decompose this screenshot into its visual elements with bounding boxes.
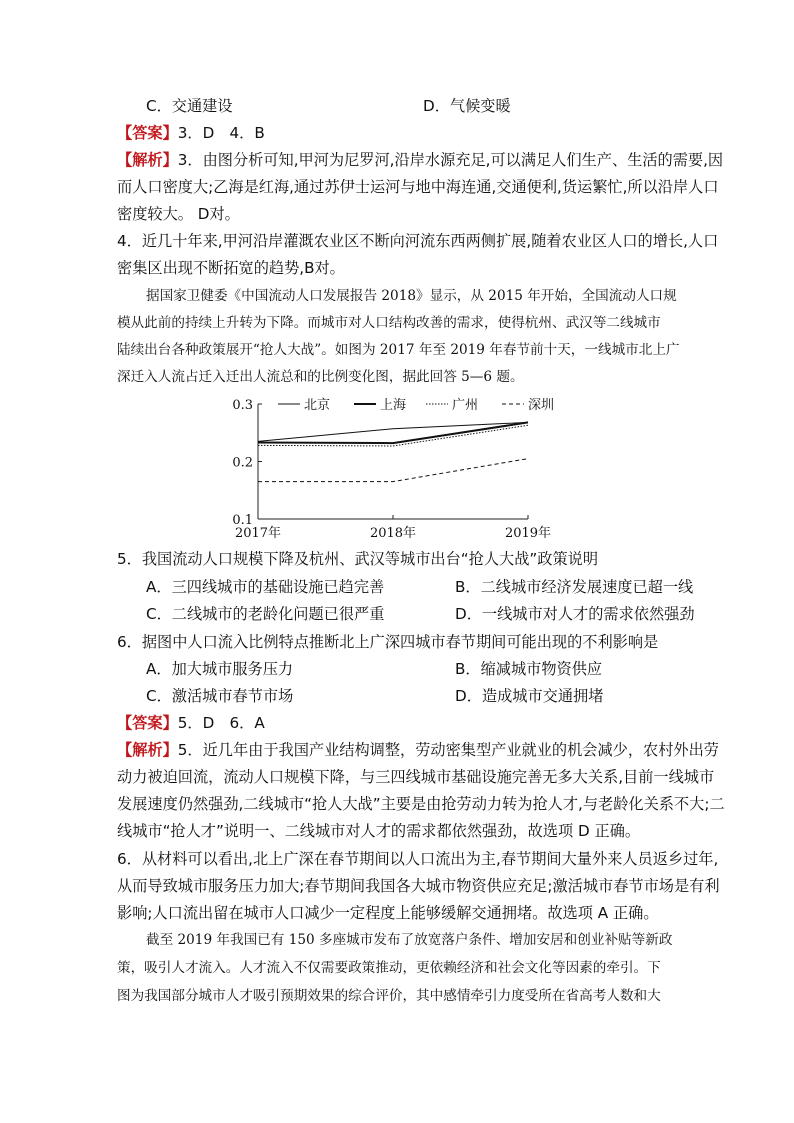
analysis-line: 4．近几十年来,甲河沿岸灌溉农业区不断向河流东西两侧扩展,随着农业区人口的增长,人口 — [117, 232, 719, 250]
q6-option-c: C．激活城市春节市场 — [146, 687, 294, 705]
answer-line-1 — [117, 123, 265, 143]
y-tick-label: 0.1 — [232, 513, 253, 528]
q6-option-d: D．造成城市交通拥堵 — [455, 687, 604, 705]
series-line-北京 — [258, 422, 528, 441]
series-line-上海 — [258, 422, 528, 443]
analysis-line: 密度较大。 D对。 — [117, 205, 240, 223]
x-tick-label: 2017年 — [234, 526, 282, 541]
series-line-深圳 — [258, 459, 528, 482]
legend-label-北京: 北京 — [304, 398, 331, 413]
analysis-tag: 【解析】 — [117, 151, 178, 169]
passage-line: 截至 2019 年我国已有 150 多座城市发布了放宽落户条件、增加安居和创业补贴等新政 — [146, 932, 673, 948]
analysis-line: 影响;人口流出留在城市人口减少一定程度上能够缓解交通拥堵。故选项 A 正确。 — [117, 904, 659, 922]
analysis-text: 5．近几年由于我国产业结构调整，劳动密集型产业就业的机会减少，农村外出劳 — [177, 741, 719, 759]
analysis-line — [117, 150, 723, 170]
legend-label-上海: 上海 — [380, 398, 407, 413]
passage-line: 策，吸引人才流入。人才流入不仅需要政策推动，更依赖经济和社会文化等因素的牵引。下 — [117, 960, 661, 976]
q5-option-d: D．一线城市对人才的需求依然强劲 — [455, 605, 695, 623]
y-tick-label: 0.2 — [232, 455, 253, 471]
q6-option-b: B．缩减城市物资供应 — [455, 660, 603, 678]
passage-line: 据国家卫健委《中国流动人口发展报告 2018》显示，从 2015 年开始，全国流动人口规 — [146, 288, 677, 304]
y-tick-label: 0.3 — [232, 398, 253, 413]
x-tick-label: 2018年 — [369, 526, 417, 541]
analysis-line: 6．从材料可以看出,北上广深在春节期间以人口流出为主,春节期间大量外来人员返乡过年, — [117, 850, 719, 868]
option-c: C．交通建设 — [146, 97, 233, 115]
option-d: D．气候变暖 — [423, 97, 511, 115]
q5-option-c: C．二线城市的老龄化问题已很严重 — [146, 605, 385, 623]
analysis-line: 发展速度仍然强劲,二线城市“抢人大战”主要是由抢劳动力转为抢人才,与老龄化关系不大;二 — [117, 795, 725, 813]
passage-line: 图为我国部分城市人才吸引预期效果的综合评价，其中感情牵引力度受所在省高考人数和大 — [117, 988, 661, 1004]
analysis-line: 线城市“抢人才”说明一、二线城市对人才的需求都依然强劲，故选项 D 正确。 — [117, 822, 641, 840]
x-tick-label: 2019年 — [504, 526, 552, 541]
answer-text: 5．D 6．A — [177, 714, 265, 732]
analysis-text: 3．由图分析可知,甲河为尼罗河,沿岸水源充足,可以满足人们生产、生活的需要,因 — [177, 151, 724, 169]
answer-tag: 【答案】 — [117, 714, 178, 732]
q6-option-a: A．加大城市服务压力 — [146, 660, 294, 678]
legend-label-深圳: 深圳 — [528, 398, 555, 413]
legend-label-广州: 广州 — [452, 398, 479, 413]
passage-line: 模从此前的持续上升转为下降。而城市对人口结构改善的需求，使得杭州、武汉等二线城市 — [117, 315, 661, 331]
question-6-stem: 6．据图中人口流入比例特点推断北上广深四城市春节期间可能出现的不利影响是 — [117, 633, 659, 651]
passage-line: 陆续出台各种政策展开“抢人大战”。如图为 2017 年至 2019 年春节前十天，一线城市北上广 — [117, 342, 680, 358]
analysis-line: 从而导致城市服务压力加大;春节期间我国各大城市物资供应充足;激活城市春节市场是有利 — [117, 877, 720, 895]
answer-tag: 【答案】 — [117, 124, 178, 142]
q5-option-b: B．二线城市经济发展速度已超一线 — [455, 578, 694, 596]
answer-line-2 — [117, 713, 265, 733]
passage-line: 深迁入人流占迁入迁出人流总和的比例变化图，据此回答 5—6 题。 — [117, 369, 524, 385]
analysis-line: 而人口密度大;乙海是红海,通过苏伊士运河与地中海连通,交通便利,货运繁忙,所以沿岸人口 — [117, 178, 719, 196]
answer-text: 3．D 4．B — [177, 124, 265, 142]
analysis-line: 密集区出现不断拓宽的趋势,B对。 — [117, 259, 345, 277]
analysis-line: 动力被迫回流，流动人口规模下降，与三四线城市基础设施完善无多大关系,目前一线城市 — [117, 768, 715, 786]
q5-option-a: A．三四线城市的基础设施已趋完善 — [146, 578, 385, 596]
analysis-line — [117, 740, 719, 760]
migration-ratio-chart — [228, 394, 555, 542]
analysis-tag: 【解析】 — [117, 741, 178, 759]
question-5-stem: 5．我国流动人口规模下降及杭州、武汉等城市出台“抢人大战”政策说明 — [117, 550, 599, 568]
